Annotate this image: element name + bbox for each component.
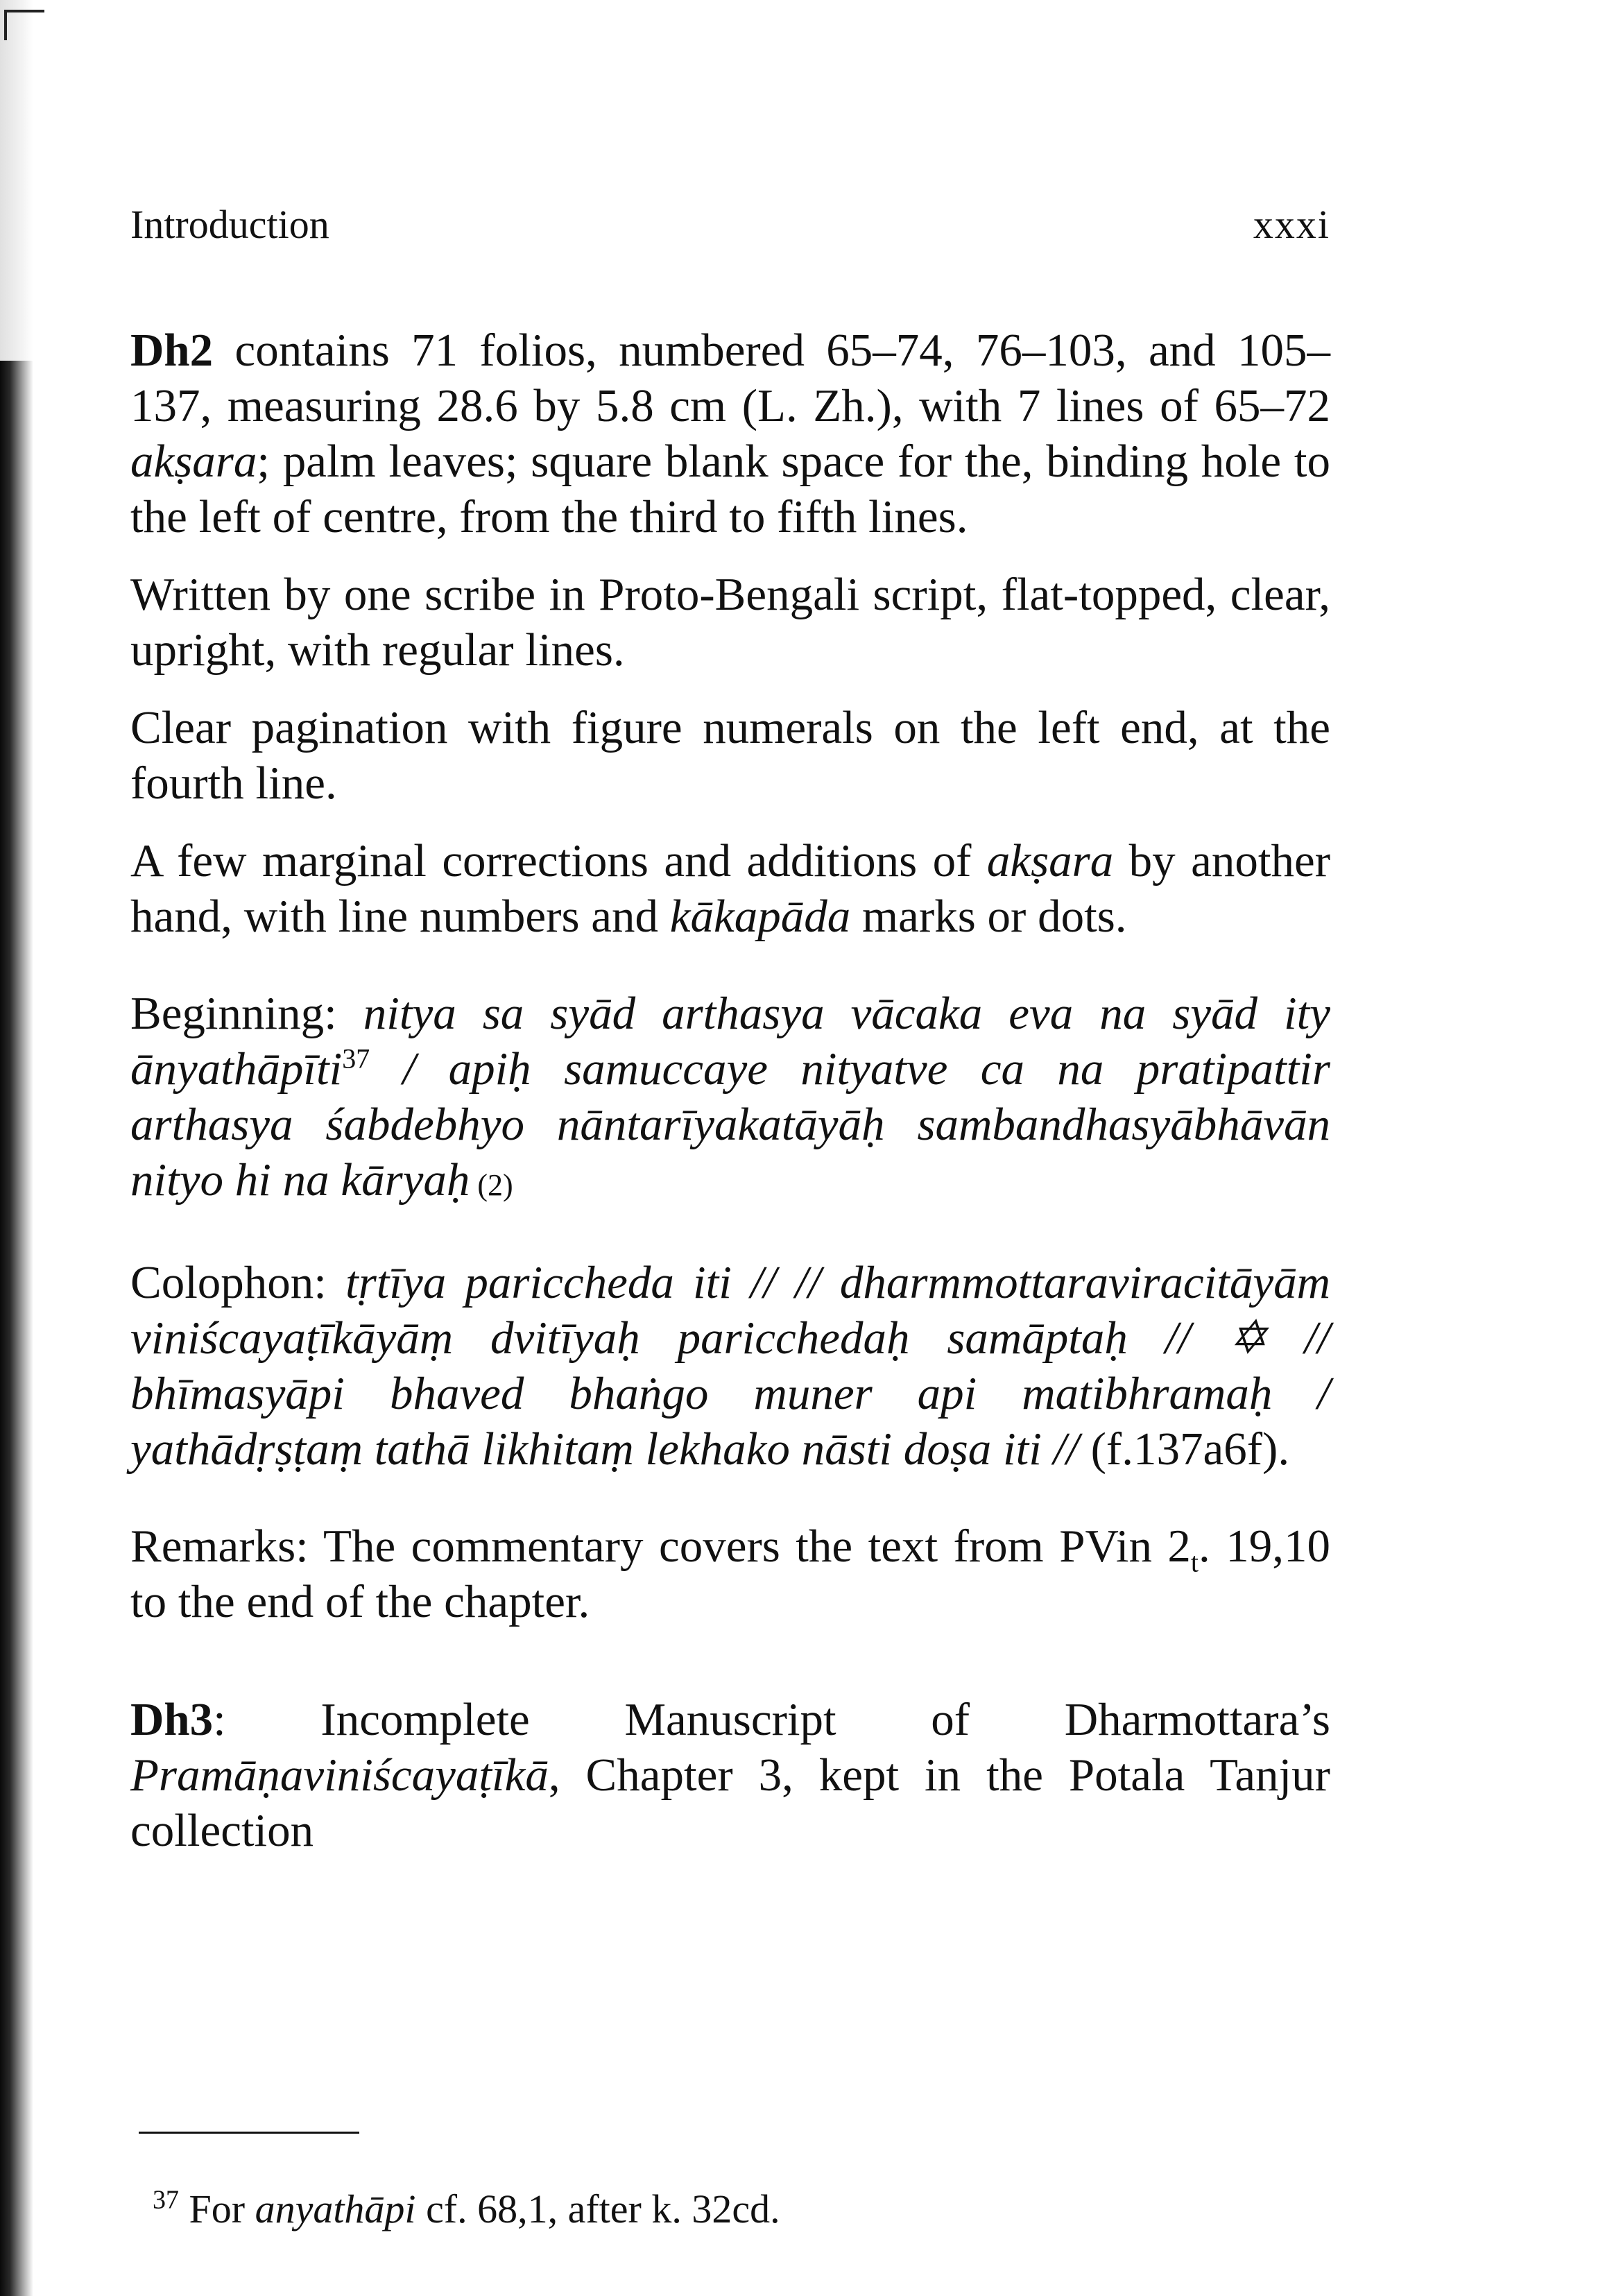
crop-corner-mark [4,10,44,40]
footnote-rule [139,2132,359,2134]
dh2-description-text: contains 71 folios, numbered 65–74, 76–103, and 105–137, measuring 28.6 by 5.8 cm (L. Zh.), with 7 lines of 65–72 [130,325,1330,431]
beginning-label: Beginning: [130,988,363,1039]
remarks-subscript: t [1190,1546,1199,1578]
colophon-label: Colophon: [130,1257,346,1308]
dh2-remarks [130,1518,1330,1629]
dh2-term-aksara: akṣara [130,436,257,487]
running-head [130,201,1330,250]
remarks-label: Remarks: [130,1520,309,1572]
dh2-description [130,323,1330,545]
beginning-folio: (2) [470,1168,513,1202]
beginning-text-2: / apiḥ samuccaye nityatve ca na pratipattir arthasya śabdebhyo nāntarīyakatāyāḥ sambandhasyābhāvān nityo hi na kāryaḥ [130,1043,1330,1206]
page-number: xxxi [1253,202,1330,247]
corrections-mid: by another hand, with line numbers and [130,835,1330,942]
colophon-text: tṛtīya paricchedа iti // // dharmmottaraviracitāyām viniścayaṭīkāyāṃ dvitīyaḥ paricchedaḥ samāptaḥ // ✡ // bhīmasyāpi bhaved bhaṅgo muner api matibhramaḥ / yathādṛṣṭaṃ tathā likhitaṃ lekhako nāsti doṣa iti // [130,1257,1330,1475]
corrections-end: marks or dots. [850,891,1127,942]
remarks-text-1: The commentary covers the text from PVin 2 [308,1520,1191,1572]
dh2-corrections [130,833,1330,944]
corrections-kakapada: kākapāda [669,891,851,942]
footnote-text-2: cf. 68,1, after k. 32cd. [415,2186,780,2231]
footnote-number: 37 [153,2185,179,2215]
dh2-pagination: Clear pagination with figure numerals on the left end, at the fourth line. [130,702,1330,809]
scan-edge-top [0,0,33,361]
dh3-text-2: , Chapter 3, kept in the Potala Tanjur collection [130,1749,1330,1856]
dh3-title: Pramāṇaviniścayaṭīkā [130,1749,549,1801]
running-head-title: Introduction [130,202,329,247]
footnote-term: anyathāpi [255,2186,416,2231]
dh2-beginning [130,986,1330,1213]
beginning-text-1: nitya sa syād arthasya vācaka eva na syād ity ānyathāpīti [130,988,1330,1095]
dh3-text-1: : Incomplete Manuscript of Dharmottara’s [213,1694,1330,1745]
dh2-description-end: ; palm leaves; square blank space for the, binding hole to the left of centre, from the third to fifth lines. [130,436,1330,542]
dh2-script: Written by one scribe in Proto-Bengali script, flat-topped, clear, upright, with regular lines. [130,569,1330,676]
dh2-colophon [130,1255,1330,1477]
corrections-start: A few marginal corrections and additions of [130,835,987,886]
dh2-siglum: Dh2 [130,325,214,376]
main-text [130,323,1330,1881]
remarks-text-2: . 19,10 to the end of the chapter. [130,1520,1331,1627]
footnote-37 [153,2185,1193,2234]
dh3-description [130,1692,1330,1858]
colophon-ref: (f.137a6f). [1079,1423,1290,1475]
corrections-aksara: akṣara [986,835,1114,886]
dh3-siglum: Dh3 [130,1694,214,1745]
footnote-text-1: For [179,2186,255,2231]
footnote-ref-37: 37 [342,1043,370,1074]
